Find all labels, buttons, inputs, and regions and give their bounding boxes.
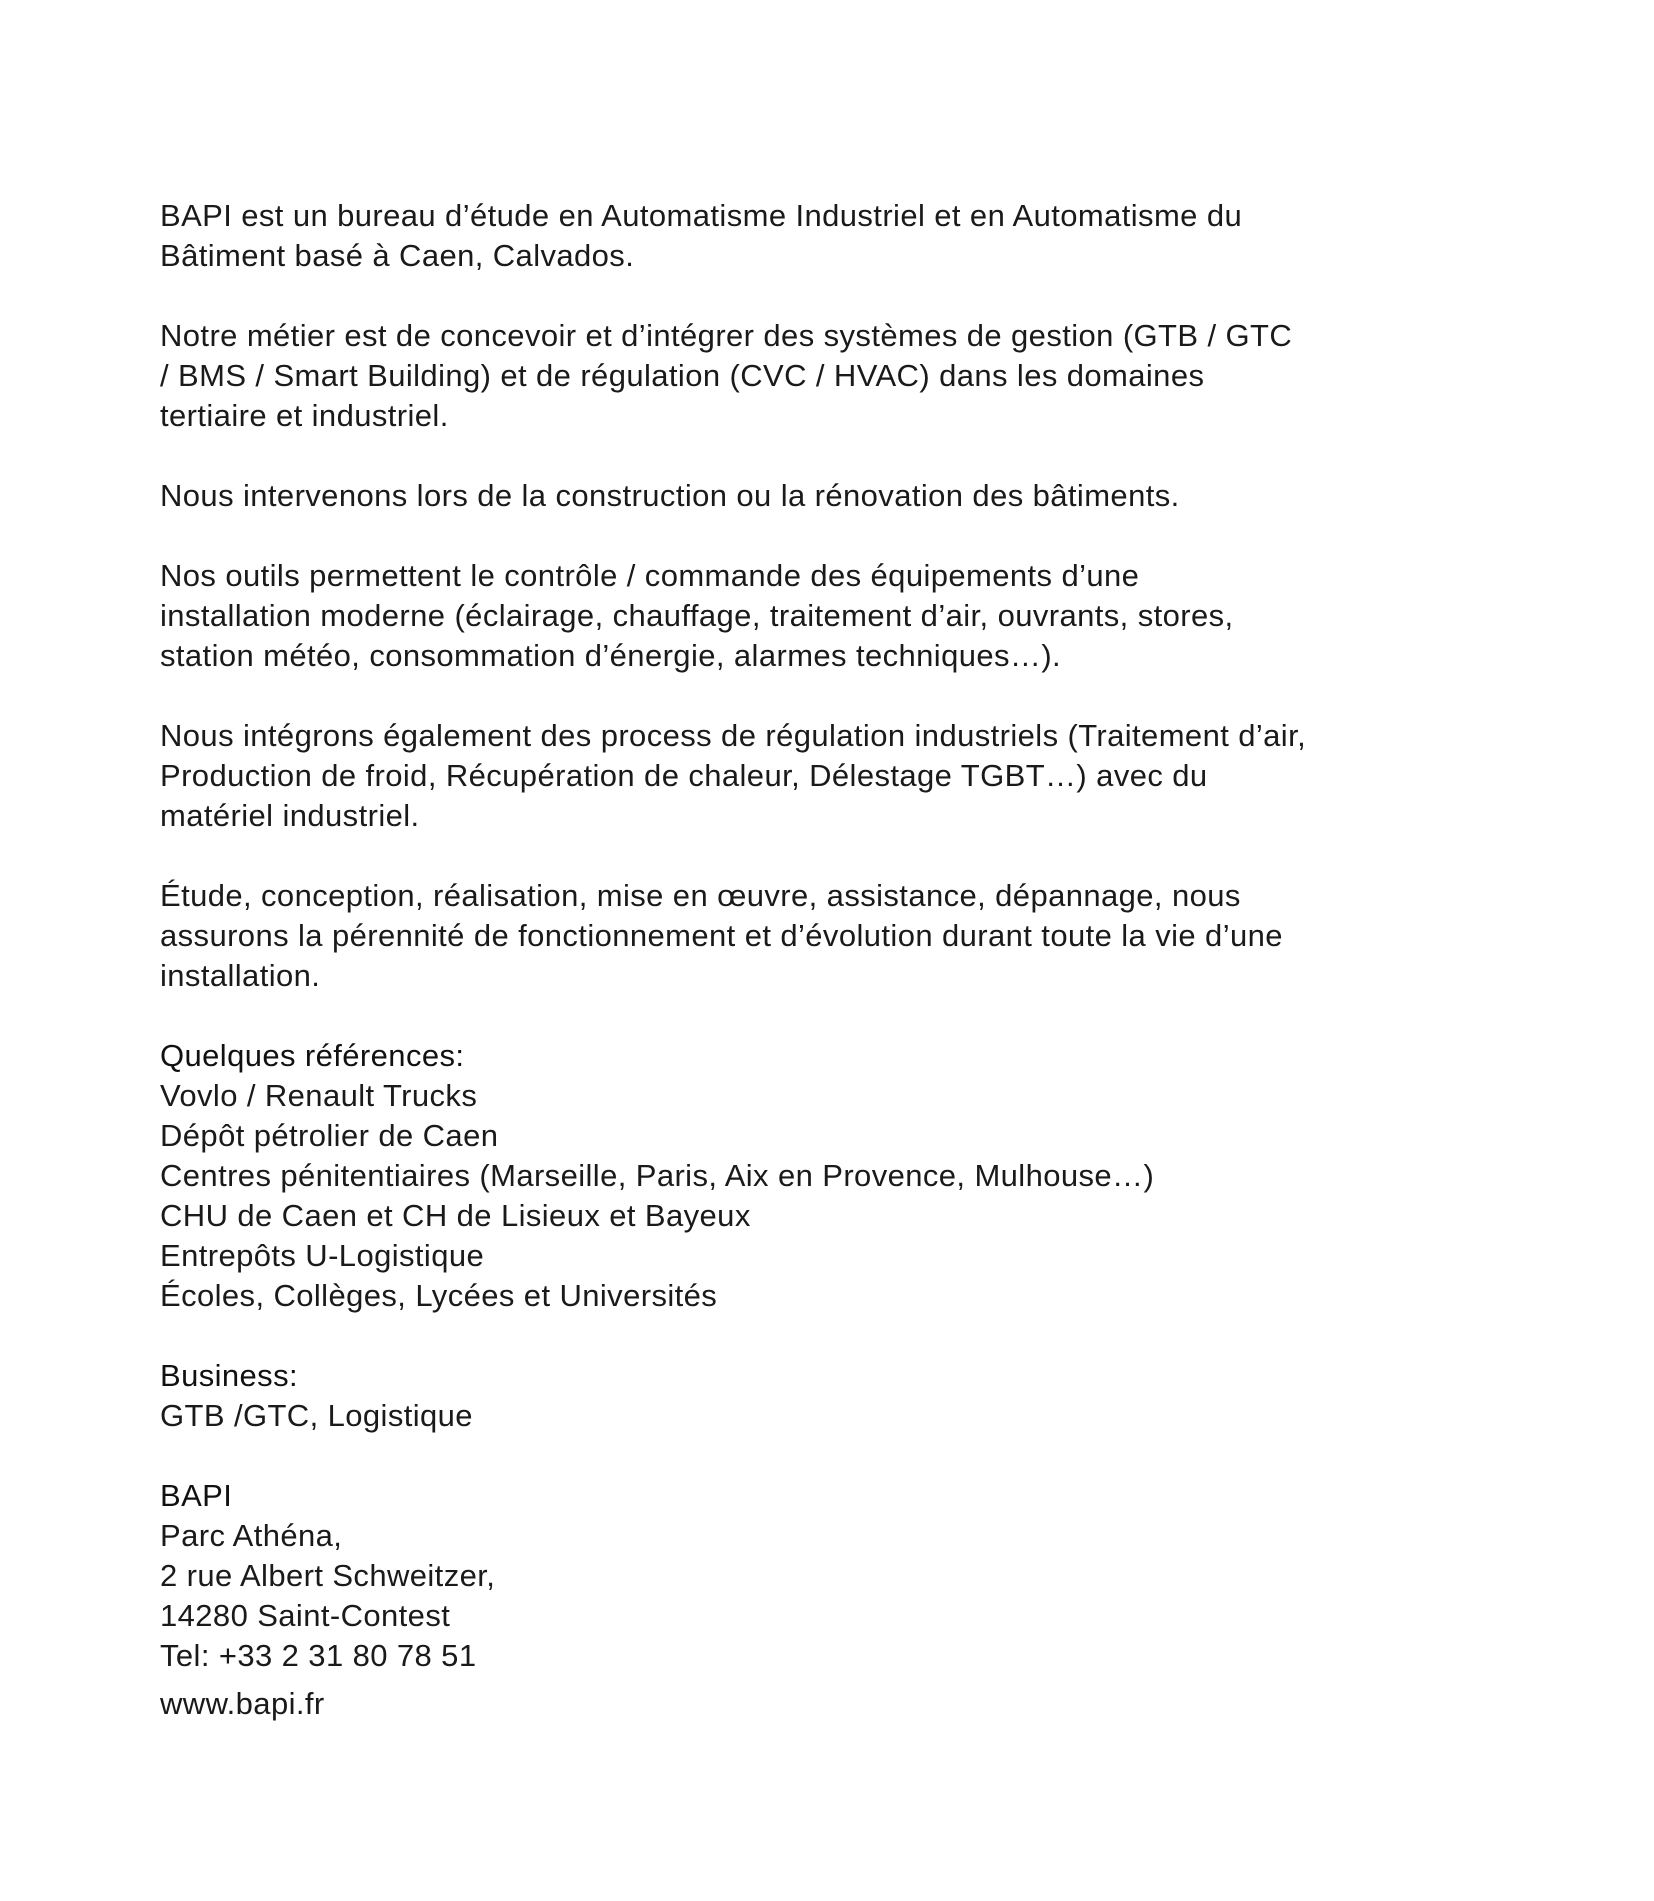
spacer (160, 276, 1520, 316)
intro-paragraph-5: Nous intégrons également des process de régulation industriels (Traitement d’air, Production de froid, Récupération de chaleur, Délestage TGBT…) avec du matériel industriel. (160, 718, 1307, 833)
intro-paragraph-4: Nos outils permettent le contrôle / commande des équipements d’une installation moderne (éclairage, chauffage, traitement d’air, ouvrants, stores, station météo, consommation d’énergie, alarmes techniques…). (160, 558, 1234, 673)
reference-item: Entrepôts U-Logistique (160, 1238, 485, 1273)
spacer (160, 1316, 1520, 1356)
spacer (160, 996, 1520, 1036)
spacer (160, 836, 1520, 876)
business-heading: Business: (160, 1358, 298, 1393)
intro-paragraph-1: BAPI est un bureau d’étude en Automatisme Industriel et en Automatisme du Bâtiment basé à Caen, Calvados. (160, 198, 1243, 273)
contact-section (160, 1476, 1520, 1724)
spacer (160, 436, 1520, 476)
reference-item: CHU de Caen et CH de Lisieux et Bayeux (160, 1198, 751, 1233)
spacer (160, 676, 1520, 716)
business-value: GTB /GTC, Logistique (160, 1398, 473, 1433)
reference-item: Écoles, Collèges, Lycées et Universités (160, 1278, 718, 1313)
document-page (160, 196, 1520, 1724)
reference-item: Vovlo / Renault Trucks (160, 1078, 478, 1113)
intro-paragraph-3: Nous intervenons lors de la construction ou la rénovation des bâtiments. (160, 478, 1180, 513)
address-line-2: 2 rue Albert Schweitzer, (160, 1558, 496, 1593)
reference-item: Centres pénitentiaires (Marseille, Paris, Aix en Provence, Mulhouse…) (160, 1158, 1155, 1193)
website-link[interactable]: www.bapi.fr (160, 1686, 325, 1721)
references-section (160, 1036, 1520, 1316)
reference-item: Dépôt pétrolier de Caen (160, 1118, 499, 1153)
business-section (160, 1356, 1520, 1436)
intro-paragraph-2: Notre métier est de concevoir et d’intégrer des systèmes de gestion (GTB / GTC / BMS / Smart Building) et de régulation (CVC / HVAC) dans les domaines tertiaire et industriel. (160, 318, 1293, 433)
spacer (160, 516, 1520, 556)
company-name: BAPI (160, 1478, 233, 1513)
address-line-1: Parc Athéna, (160, 1518, 343, 1553)
intro-paragraph-6: Étude, conception, réalisation, mise en œuvre, assistance, dépannage, nous assurons la pérennité de fonctionnement et d’évolution durant toute la vie d’une installation. (160, 878, 1283, 993)
spacer (160, 1436, 1520, 1476)
references-heading: Quelques références: (160, 1038, 465, 1073)
address-line-3: 14280 Saint-Contest (160, 1598, 451, 1633)
phone-number: Tel: +33 2 31 80 78 51 (160, 1638, 477, 1673)
